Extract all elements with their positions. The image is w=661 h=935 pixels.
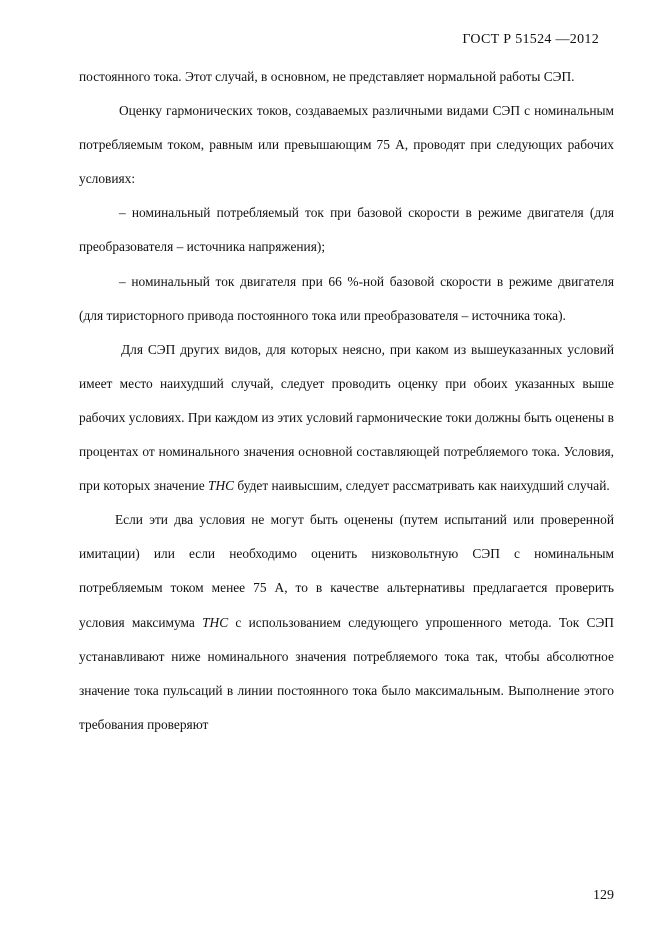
paragraph-other-types bbox=[79, 333, 614, 503]
paragraph-alternative-method bbox=[79, 503, 614, 742]
paragraph-text: с использованием следующего упрошенного метода. Ток СЭП устанавливают ниже номинального значения потребляемого тока так, чтобы абсолютное значение тока пульсаций в линии постоянного тока было максимальным. Выполнение этого требования проверяют bbox=[79, 614, 614, 732]
paragraph-text: Если эти два условия не могут быть оценены (путем испытаний или проверенной имитации) или если необходимо оценить низковольтную СЭП с номинальным потребляемым током менее 75 А, то в качестве альтернативы предлагается проверить условия максимума bbox=[79, 512, 614, 630]
paragraph-continuation: постоянного тока. Этот случай, в основном, не представляет нормальной работы СЭП. bbox=[79, 69, 575, 84]
list-item-motor-mode: – номинальный потребляемый ток при базовой скорости в режиме двигателя (для преобразователя – источника напряжения); bbox=[79, 205, 614, 255]
term-thc: THC bbox=[208, 478, 235, 494]
document-header bbox=[462, 32, 599, 48]
document-body bbox=[79, 60, 614, 742]
paragraph-text: Для СЭП других видов, для которых неясно, при каком из вышеуказанных условий имеет место наихудший случай, следует проводить оценку при обоих указанных выше рабочих условиях. При каждом из этих условий гармонические токи должны быть оценены в процентах от номинального значения основной составляющей потребляемого тока. Условия, при которых значение bbox=[79, 341, 614, 494]
standard-designation: ГОСТ Р 51524 —2012 bbox=[462, 32, 599, 47]
list-item-motor-current: – номинальный ток двигателя при 66 %-ной базовой скорости в режиме двигателя (для тиристорного привода постоянного тока или преобразователя – источника тока). bbox=[79, 273, 614, 323]
page-number: 129 bbox=[593, 888, 614, 903]
term-thc: THC bbox=[202, 614, 229, 630]
paragraph-text: будет наивысшим, следует рассматривать как наихудший случай. bbox=[234, 478, 610, 494]
paragraph-harmonic-assessment: Оценку гармонических токов, создаваемых различными видами СЭП с номинальным потребляемым током, равным или превышающим 75 А, проводят при следующих рабочих условиях: bbox=[79, 103, 614, 187]
